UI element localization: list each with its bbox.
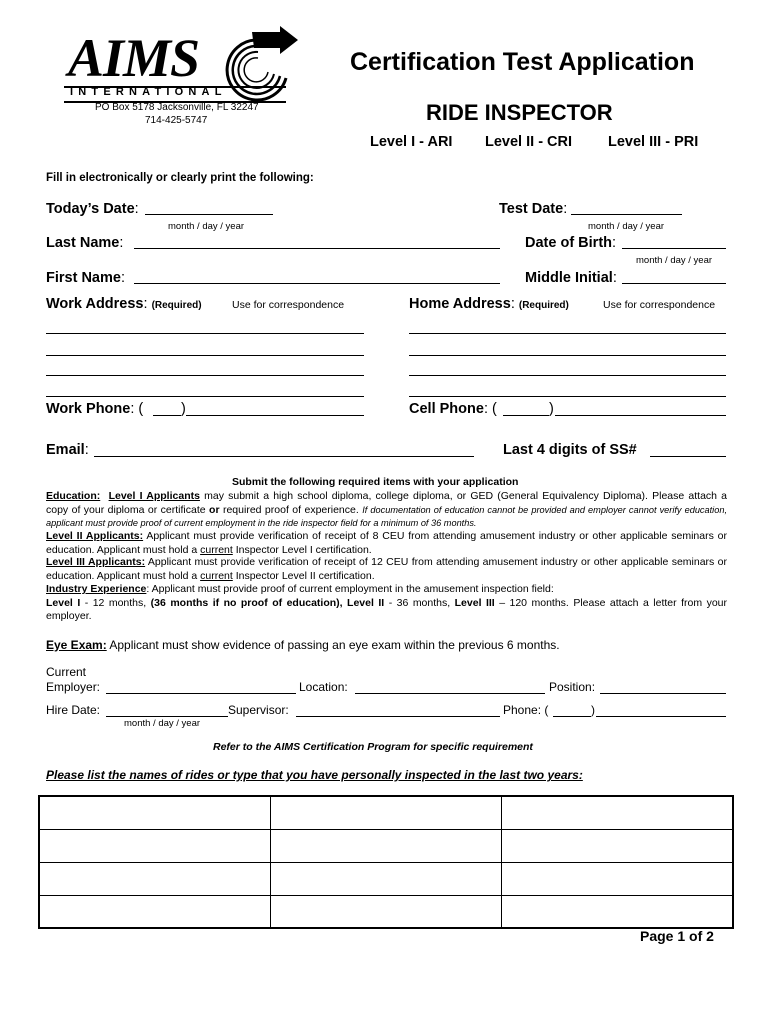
ride-cell[interactable] [270,796,501,829]
work-phone-area-code[interactable] [153,415,181,416]
logo-wordmark: AIMS [68,28,200,88]
position-field[interactable] [600,693,726,694]
supervisor-field[interactable] [296,716,500,717]
work-address-label: Work Address: (Required) [46,296,202,312]
ride-cell[interactable] [502,895,733,928]
table-row [39,895,733,928]
last-name-label: Last Name: [46,235,124,251]
ride-cell[interactable] [39,895,270,928]
location-field[interactable] [355,693,545,694]
middle-initial-field[interactable] [622,283,726,284]
cell-phone-paren: ) [549,401,554,417]
ride-cell[interactable] [502,862,733,895]
level-2-label: Level II - CRI [485,134,573,150]
first-name-field[interactable] [134,283,500,284]
level-3-paragraph: Level III Applicants: Applicant must provide verification of receipt of 12 CEU from attending amusement industry or other applicable seminars or education. Applicant must hold a current Inspector Level II certification. [46,556,727,582]
test-date-hint: month / day / year [588,221,665,232]
employer-phone-label: Phone: ( [503,703,549,717]
home-address-line-1[interactable] [409,333,726,334]
org-address: PO Box 5178 Jacksonville, FL 32247 [95,102,259,113]
rides-heading: Please list the names of rides or type that you have personally inspected in the last two years: [46,768,583,782]
ride-cell[interactable] [270,895,501,928]
hire-date-label: Hire Date: [46,703,101,717]
hire-date-hint: month / day / year [124,718,201,729]
current-label: Current [46,665,87,679]
work-phone-paren: ) [181,401,186,417]
refer-note: Refer to the AIMS Certification Program for specific requirement [213,741,533,753]
table-row [39,862,733,895]
ride-cell[interactable] [39,796,270,829]
todays-date-label: Today’s Date: [46,201,139,217]
test-date-field[interactable] [571,214,682,215]
dob-field[interactable] [622,248,726,249]
page-number: Page 1 of 2 [640,928,714,944]
eye-exam-text: Eye Exam: Applicant must show evidence of passing an eye exam within the previous 6 months. [46,638,560,652]
rides-table [38,795,734,929]
employer-phone-paren: ) [591,703,595,717]
employer-phone-field[interactable] [596,716,726,717]
industry-experience-paragraph: Industry Experience: Applicant must provide proof of current employment in the amusement inspection field: Level I - 12 months, (36 months if no proof of education), Level II - 36 months, Level III – 120 months. Please attach a letter from your employer. [46,583,727,623]
email-field[interactable] [94,456,474,457]
page-subtitle: RIDE INSPECTOR [426,100,613,125]
ride-cell[interactable] [502,829,733,862]
ride-cell[interactable] [502,796,733,829]
last-name-field[interactable] [134,248,500,249]
work-address-line-4[interactable] [46,396,364,397]
work-address-line-3[interactable] [46,375,364,376]
work-phone-label: Work Phone: ( [46,401,144,417]
ride-cell[interactable] [270,829,501,862]
todays-date-field[interactable] [145,214,273,215]
cell-phone-area-code[interactable] [503,415,549,416]
ride-cell[interactable] [39,862,270,895]
employer-label: Employer: [46,680,101,694]
level-3-label: Level III - PRI [608,134,699,150]
todays-date-hint: month / day / year [168,221,245,232]
position-label: Position: [549,680,596,694]
work-address-line-1[interactable] [46,333,364,334]
logo-swirl-arrow-icon [214,26,300,102]
home-address-line-4[interactable] [409,396,726,397]
employer-field[interactable] [106,693,296,694]
cell-phone-label: Cell Phone: ( [409,401,497,417]
first-name-label: First Name: [46,270,125,286]
ss-field[interactable] [650,456,726,457]
home-address-note: Use for correspondence [603,299,716,311]
location-label: Location: [299,680,348,694]
ride-cell[interactable] [270,862,501,895]
work-address-line-2[interactable] [46,355,364,356]
requirements-heading: Submit the following required items with your application [232,476,519,488]
hire-date-field[interactable] [106,716,228,717]
employer-phone-area-code[interactable] [553,716,591,717]
email-label: Email: [46,442,89,458]
cell-phone-field[interactable] [555,415,726,416]
org-phone: 714-425-5747 [145,115,208,126]
education-paragraph: Education: Level I Applicants may submit a high school diploma, college diploma, or GED (General Equivalency Diploma). Please attach a copy of your diploma or certificate or required proof of experience. If documentation of education cannot be provided and employer cannot verify education, applicant must provide proof of current employment in the ride inspector field for a minimum of 36 months. [46,490,727,529]
page-title: Certification Test Application [350,48,695,76]
table-row [39,829,733,862]
dob-label: Date of Birth: [525,235,617,251]
level-2-paragraph: Level II Applicants: Applicant must provide verification of receipt of 8 CEU from attending amusement industry or other applicable seminars or education. Applicant must hold a current Inspector Level I certification. [46,530,727,556]
level-1-label: Level I - ARI [370,134,453,150]
test-date-label: Test Date: [499,201,568,217]
home-address-label: Home Address: (Required) [409,296,569,312]
home-address-line-3[interactable] [409,375,726,376]
table-row [39,796,733,829]
logo-subtitle: INTERNATIONAL [70,86,227,98]
form-instruction: Fill in electronically or clearly print the following: [46,172,314,184]
work-address-note: Use for correspondence [232,299,345,311]
home-address-line-2[interactable] [409,355,726,356]
middle-initial-label: Middle Initial: [525,270,617,286]
dob-hint: month / day / year [636,255,713,266]
ss-label: Last 4 digits of SS# [503,442,637,458]
supervisor-label: Supervisor: [228,703,289,717]
work-phone-field[interactable] [186,415,364,416]
ride-cell[interactable] [39,829,270,862]
